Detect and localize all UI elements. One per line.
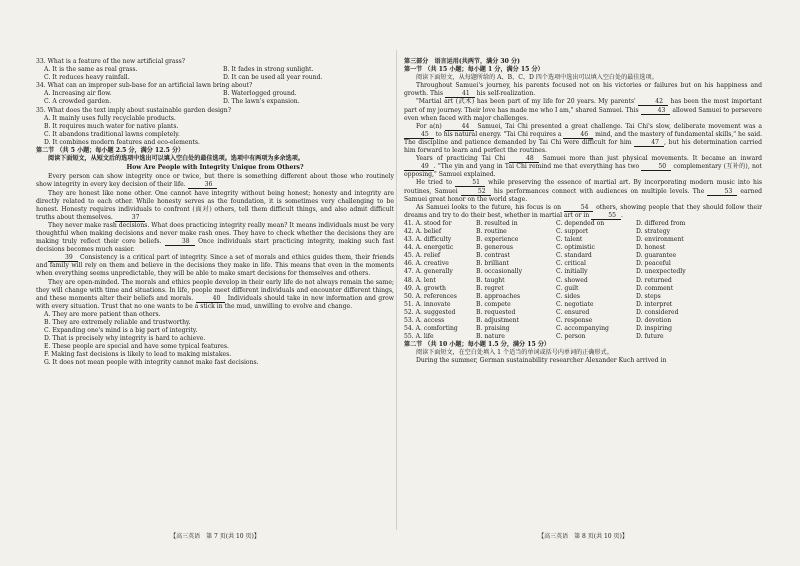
choice-46-a: 46. A. creative: [404, 260, 449, 268]
page-8-footer: 【高三英语 第 8 页(共 10 页)】: [538, 533, 628, 540]
choice-row-53: [404, 317, 762, 325]
cp2-text-c: allowed Samuei to persevere even when faced with major challenges.: [404, 106, 763, 122]
choice-47-b: B. occasionally: [476, 268, 523, 276]
choice-47-a: 47. A. generally: [404, 268, 453, 276]
blank-43: 43: [641, 107, 671, 115]
q34-options-row2: [36, 98, 394, 106]
choice-row-45: [404, 252, 762, 260]
cp4-text-a: Years of practicing Tai Chi: [416, 155, 506, 163]
option-a: A. They are more patient than others.: [44, 310, 161, 318]
choice-row-42: [404, 228, 762, 236]
blank-40: 40: [196, 295, 226, 303]
page-divider: [396, 50, 397, 530]
cp2-text-b: has been the most important part of my journey. Their love has made me who I am," shared Samuei. This: [404, 98, 763, 114]
choice-row-47: [404, 268, 762, 276]
choice-54-c: C. accompanying: [556, 325, 609, 333]
choice-row-50: [404, 293, 762, 301]
choice-45-d: D. guarantee: [636, 252, 677, 260]
choice-50-d: D. steps: [636, 292, 661, 300]
choice-49-a: 49. A. growth: [404, 284, 446, 292]
p3-text-a: They never make rash decisions. What does practicing integrity really mean? It means individuals must be very thoughtful when making decisions and never make rash ones. They have to check whether the decisions they are making truly reflect their core beliefs.: [36, 221, 394, 246]
choice-41-c: C. depended on: [556, 219, 605, 227]
choice-46-c: C. critical: [556, 260, 586, 268]
cp1-text-b: his self-realization.: [476, 90, 536, 98]
blank-51: 51: [455, 179, 485, 187]
choice-45-b: B. contrast: [476, 252, 510, 260]
choice-50-c: C. sides: [556, 292, 581, 300]
choice-45-a: 45. A. relief: [404, 252, 441, 260]
choice-48-b: B. taught: [476, 276, 505, 284]
choice-48-c: C. showed: [556, 276, 588, 284]
blank-38: 38: [165, 238, 195, 246]
cp5-text-b: while preserving the essence of martial art. By incorporating modern music into his routines, Samuei: [404, 179, 763, 195]
choice-42-b: B. routine: [476, 227, 507, 235]
choice-51-b: B. compete: [476, 300, 511, 308]
choice-row-54: [404, 325, 762, 333]
choice-row-44: [404, 244, 762, 252]
cloze-paragraph-5: [404, 179, 762, 203]
cloze-paragraph-1: [404, 82, 762, 98]
choice-46-d: D. peaceful: [636, 260, 671, 268]
choice-41-a: 41. A. stood for: [404, 219, 452, 227]
passage-paragraph-2: [36, 190, 394, 222]
cp3-text-a: For a(n): [416, 122, 442, 130]
option-e: E. These people are special and have some typical features.: [44, 343, 229, 351]
blank-54: 54: [564, 204, 594, 212]
choice-53-a: 53. A. access: [404, 317, 445, 324]
choice-49-b: B. regret: [476, 284, 504, 292]
choices-table: [404, 220, 762, 341]
blank-44: 44: [445, 123, 475, 131]
q34-option-b: B. Waterlogged ground.: [223, 90, 297, 98]
choice-row-41: [404, 220, 762, 228]
choice-44-c: C. optimistic: [556, 244, 595, 252]
grammar-passage-start: During the summer, German sustainability researcher Alexander Kuch arrived in: [416, 357, 667, 365]
choice-53-c: C. response: [556, 317, 593, 324]
choice-55-d: D. future: [636, 333, 664, 341]
blank-48: 48: [509, 155, 539, 163]
option-f: F. Making fast decisions is likely to lead to making mistakes.: [44, 351, 232, 359]
cp4-text-b: Samuei more than just physical movements. It became an inward: [542, 155, 763, 163]
q34-stem: 34. What can an improper sub-base for an artificial lawn bring about?: [36, 82, 253, 90]
cp2-text-a: "Martial art (武术) has been part of my life for 20 years. My parents': [416, 98, 636, 106]
cp3-text-c: to his natural energy. "Tai Chi requires a: [435, 130, 562, 138]
cp4-text-c: . "The yin and yang in Tai Chi remind me that everything has two: [433, 163, 640, 171]
cp4-text-d: complementary (互补的), not opposing," Samuei explained.: [404, 163, 763, 179]
cp3-text-e: , but his determination carried him forward to learn and perfect the routines.: [404, 138, 762, 155]
blank-46: 46: [563, 131, 593, 139]
choice-44-d: D. honest: [636, 244, 666, 252]
choice-55-a: 55. A. life: [404, 333, 434, 341]
section1-instruction: 阅读下面短文，从每题所给的 A、B、C、D 四个选项中选出可以填入空白处的最佳选项。: [416, 74, 658, 82]
choice-41-d: D. differed from: [636, 219, 686, 227]
q35-option-c: C. It abandons traditional lawns completely.: [44, 130, 180, 138]
choice-52-b: B. requested: [476, 308, 516, 316]
blank-41: 41: [445, 90, 475, 98]
blank-36: 36: [188, 181, 218, 189]
blank-53: 53: [707, 188, 737, 196]
p2-text: They are honest like none other. One cannot have integrity without being honest; honesty and integrity are directly related to each other. While honesty serves as the foundation, it is sometimes very challenging to be honest. Honesty requires individuals to confront (面对) others, tell them difficult things, and also admit difficult truths about themselves.: [36, 189, 394, 221]
passage-paragraph-4: [36, 254, 394, 278]
choice-52-c: C. ensured: [556, 308, 590, 316]
choice-50-b: B. approaches: [476, 292, 521, 300]
q34-option-c: C. A crowded garden.: [44, 98, 112, 106]
q33-stem: 33. What is a feature of the new artificial grass?: [36, 58, 186, 65]
choice-53-d: D. devotion: [636, 317, 672, 324]
choice-51-a: 51. A. innovate: [404, 300, 451, 308]
choice-52-d: D. considered: [636, 308, 679, 316]
passage-paragraph-1: [36, 173, 394, 189]
cp3-text-d: mind, and the mastery of fundamental skills," he said. The discipline and patience demanded by Tai Chi were difficult for him: [404, 130, 763, 146]
choice-54-b: B. praising: [476, 325, 510, 333]
cp6-text-c: .: [621, 211, 623, 219]
cp6-text-b: others, showing people that they should follow their dreams and try to do their best, whether in martial art or in: [404, 203, 763, 219]
choice-55-c: C. person: [556, 333, 586, 341]
choice-51-c: C. negotiate: [556, 300, 594, 308]
option-g: G. It does not mean people with integrity cannot make fast decisions.: [44, 359, 259, 367]
p1-text: Every person can show integrity once or twice, but there is something different about those who routinely show integrity in every key decision of their life.: [36, 173, 394, 189]
blank-37: 37: [115, 214, 145, 222]
choice-43-d: D. environment: [636, 236, 684, 244]
choice-row-51: [404, 301, 762, 309]
blank-50: 50: [641, 163, 671, 171]
section2-heading-right: 第二节 （共 10 小题；每小题 1.5 分，满分 15 分）: [404, 341, 551, 349]
q34-option-a: A. Increasing air flow.: [44, 90, 112, 98]
part3-heading: 第三部分 语言运用(共两节，满分 30 分): [404, 58, 520, 65]
q35-option-b: B. It requires much water for native plants.: [44, 122, 179, 130]
q33-options-row1: [36, 66, 394, 74]
passage-paragraph-3: [36, 222, 394, 254]
section2-instruction-right: 阅读下面短文，在空白处填入 1 个适当的单词或括号内单词的正确形式。: [416, 349, 613, 357]
choice-55-b: B. nature: [476, 333, 505, 341]
choice-row-49: [404, 285, 762, 293]
choice-row-48: [404, 277, 762, 285]
cp6-text-a: As Samuei looks to the future, his focus is on: [416, 203, 562, 211]
q33-option-d: D. It can be used all year round.: [223, 74, 323, 82]
choice-50-a: 50. A. references: [404, 292, 457, 300]
p5-text-a: They are open-minded. The morals and ethics people develop in their early life do not always remain the same; they will change with time and situations. In life, people meet different individuals and encounter different things, and these moments alter their beliefs and morals.: [36, 278, 394, 302]
choice-42-c: C. support: [556, 227, 589, 235]
page-7: [36, 58, 394, 528]
cp3-text-b: Samuei, Tai Chi presented a great challenge. Tai Chi's slow, deliberate movement was a: [477, 122, 763, 130]
blank-47: 47: [634, 139, 664, 147]
choice-41-b: B. resulted in: [476, 219, 518, 227]
choice-53-b: B. adjustment: [476, 317, 520, 324]
choice-47-d: D. unexpectedly: [636, 268, 686, 276]
section1-heading: 第一节 （共 15 小题；每小题 1 分，满分 15 分）: [404, 66, 544, 74]
choice-row-46: [404, 260, 762, 268]
choice-44-b: B. generous: [476, 244, 514, 252]
p3-text-b: Once individuals start practicing integrity, making such fast decisions becomes much easier.: [36, 238, 395, 254]
q33-options-row2: [36, 74, 394, 82]
cloze-paragraph-4: [404, 155, 762, 179]
q35-stem: 35. What does the text imply about sustainable garden design?: [36, 106, 231, 114]
choice-54-d: D. inspiring: [636, 325, 673, 333]
choice-42-a: 42. A. belief: [404, 227, 442, 235]
choice-row-43: [404, 236, 762, 244]
choice-48-a: 48. A. lent: [404, 276, 436, 284]
section2-instruction: 阅读下面短文，从短文后的选项中选出可以填入空白处的最佳选项。选项中有两项为多余选项。: [48, 155, 304, 163]
p4-text: Consistency is a critical part of integrity. Since a set of morals and ethics guides them, their friends and family will rely on them and believe in the decisions they make in life. This means that even in the moments when everything seems unpredictable, they will be able to make smart decisions for themselves and others.: [36, 254, 395, 278]
blank-45: 45: [404, 131, 434, 139]
q33-option-a: A. It is the same as real grass.: [44, 66, 138, 74]
choice-54-a: 54. A. comforting: [404, 325, 458, 333]
choice-42-d: D. strategy: [636, 227, 671, 235]
choice-44-a: 44. A. energetic: [404, 244, 454, 252]
cp5-text-c: his performances connect with audiences on multiple levels. The: [493, 187, 705, 195]
passage-paragraph-5: [36, 279, 394, 311]
page-7-footer: 【高三英语 第 7 页(共 10 页)】: [170, 533, 260, 540]
cloze-paragraph-3: [404, 123, 762, 155]
choice-43-c: C. talent: [556, 236, 583, 244]
cloze-paragraph-6: [404, 204, 762, 220]
choice-45-c: C. standard: [556, 252, 592, 260]
blank-55: 55: [591, 212, 621, 220]
q35-option-d: D. It combines modern features and eco-elements.: [44, 138, 200, 146]
blank-49: 49: [404, 163, 434, 171]
choice-48-d: D. returned: [636, 276, 672, 284]
option-b: B. They are extremely reliable and trustworthy.: [44, 319, 191, 326]
choice-49-c: C. guilt: [556, 284, 579, 292]
q35-option-a: A. It mainly uses fully recyclable products.: [44, 114, 176, 122]
choice-46-b: B. brilliant: [476, 260, 509, 268]
cp1-text-a: Throughout Samuei's journey, his parents focused not on his victories or failures but on his happiness and growth. This: [404, 82, 762, 98]
blank-42: 42: [638, 98, 668, 106]
q33-option-c: C. It reduces heavy rainfall.: [44, 74, 130, 82]
choice-43-b: B. experience: [476, 236, 519, 244]
page-8: [404, 58, 762, 528]
blank-52: 52: [461, 188, 491, 196]
choice-51-d: D. interpret: [636, 300, 673, 308]
choice-47-c: C. initially: [556, 268, 588, 276]
section2-heading: 第二节 （共 5 小题；每小题 2.5 分，满分 12.5 分）: [36, 147, 185, 155]
cp5-text-d: earned Samuei great honor on the world stage.: [404, 187, 762, 203]
blank-39: 39: [48, 254, 78, 262]
cloze-paragraph-2: [404, 98, 762, 122]
passage-title: How Are People with Integrity Unique from Others?: [126, 164, 304, 172]
p5-text-b: Individuals should take in new information and grow with every situation. Trust that no one wants to be a stick in the mud, unwilling to evolve and change.: [36, 294, 395, 310]
q34-option-d: D. The lawn's expansion.: [223, 98, 300, 106]
option-c: C. Expanding one's mind is a big part of integrity.: [44, 327, 198, 335]
q33-option-b: B. It fades in strong sunlight.: [223, 66, 314, 74]
choice-43-a: 43. A. difficulty: [404, 236, 452, 244]
option-d: D. That is precisely why integrity is hard to achieve.: [44, 335, 206, 343]
choice-49-d: D. comment: [636, 284, 674, 292]
q34-options-row1: [36, 90, 394, 98]
choice-52-a: 52. A. suggested: [404, 308, 456, 316]
cp5-text-a: He tried to: [416, 179, 453, 187]
choice-row-52: [404, 309, 762, 317]
